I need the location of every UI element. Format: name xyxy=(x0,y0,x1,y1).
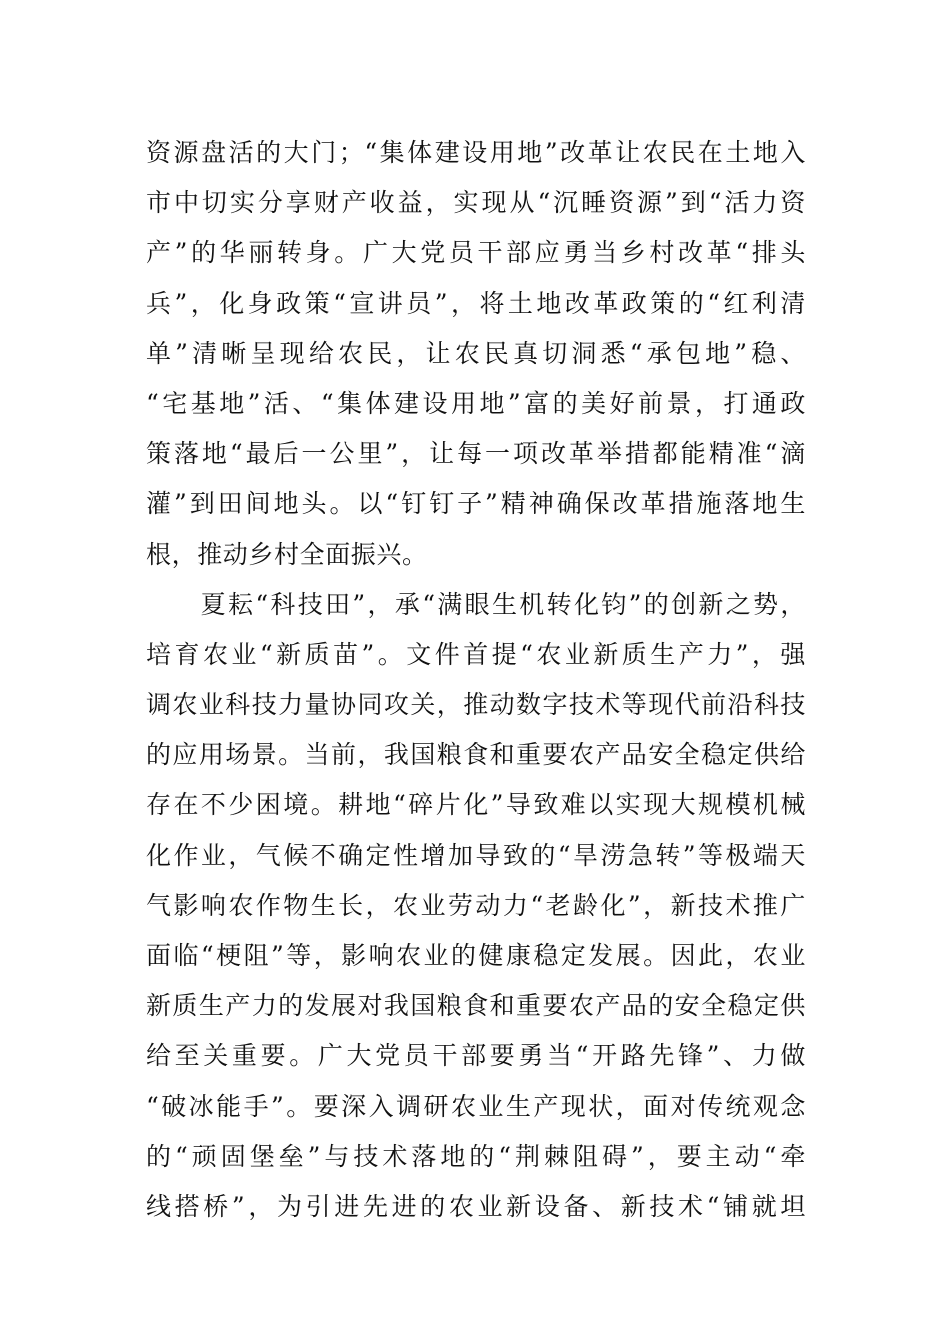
text-line-22: 线搭桥”，为引进先进的农业新设备、新技术“铺就坦 xyxy=(146,1191,806,1221)
text-line-18: 新质生产力的发展对我国粮食和重要农产品的安全稳定供 xyxy=(146,991,806,1021)
text-line-5: 单”清晰呈现给农民，让农民真切洞悉“承包地”稳、 xyxy=(146,338,806,368)
text-line-6: “宅基地”活、“集体建设用地”富的美好前景，打通政 xyxy=(146,388,806,418)
text-line-10: 夏耘“科技田”，承“满眼生机转化钧”的创新之势， xyxy=(146,589,806,619)
text-line-12: 调农业科技力量协同攻关，推动数字技术等现代前沿科技 xyxy=(146,690,806,720)
text-line-11: 培育农业“新质苗”。文件首提“农业新质生产力”，强 xyxy=(146,639,806,669)
text-line-13: 的应用场景。当前，我国粮食和重要农产品安全稳定供给 xyxy=(146,740,806,770)
text-line-16: 气影响农作物生长，农业劳动力“老龄化”，新技术推广 xyxy=(146,890,806,920)
text-line-2: 市中切实分享财产收益，实现从“沉睡资源”到“活力资 xyxy=(146,188,806,218)
text-line-9: 根，推动乡村全面振兴。 xyxy=(146,539,428,569)
text-line-3: 产”的华丽转身。广大党员干部应勇当乡村改革“排头 xyxy=(146,238,806,268)
text-line-21: 的“顽固堡垒”与技术落地的“荆棘阻碍”，要主动“牵 xyxy=(146,1141,806,1171)
text-line-14: 存在不少困境。耕地“碎片化”导致难以实现大规模机械 xyxy=(146,790,806,820)
text-line-17: 面临“梗阻”等，影响农业的健康稳定发展。因此，农业 xyxy=(146,941,806,970)
text-line-15: 化作业，气候不确定性增加导致的“旱涝急转”等极端天 xyxy=(146,840,806,870)
text-line-4: 兵”，化身政策“宣讲员”，将土地改革政策的“红利清 xyxy=(146,288,806,318)
text-line-20: “破冰能手”。要深入调研农业生产现状，面对传统观念 xyxy=(146,1091,806,1121)
text-line-7: 策落地“最后一公里”，让每一项改革举措都能精准“滴 xyxy=(146,439,806,469)
text-line-8: 灌”到田间地头。以“钉钉子”精神确保改革措施落地生 xyxy=(146,489,806,519)
text-line-19: 给至关重要。广大党员干部要勇当“开路先锋”、力做 xyxy=(146,1041,806,1071)
text-line-1: 资源盘活的大门；“集体建设用地”改革让农民在土地入 xyxy=(146,138,806,167)
body-text xyxy=(146,128,806,1232)
